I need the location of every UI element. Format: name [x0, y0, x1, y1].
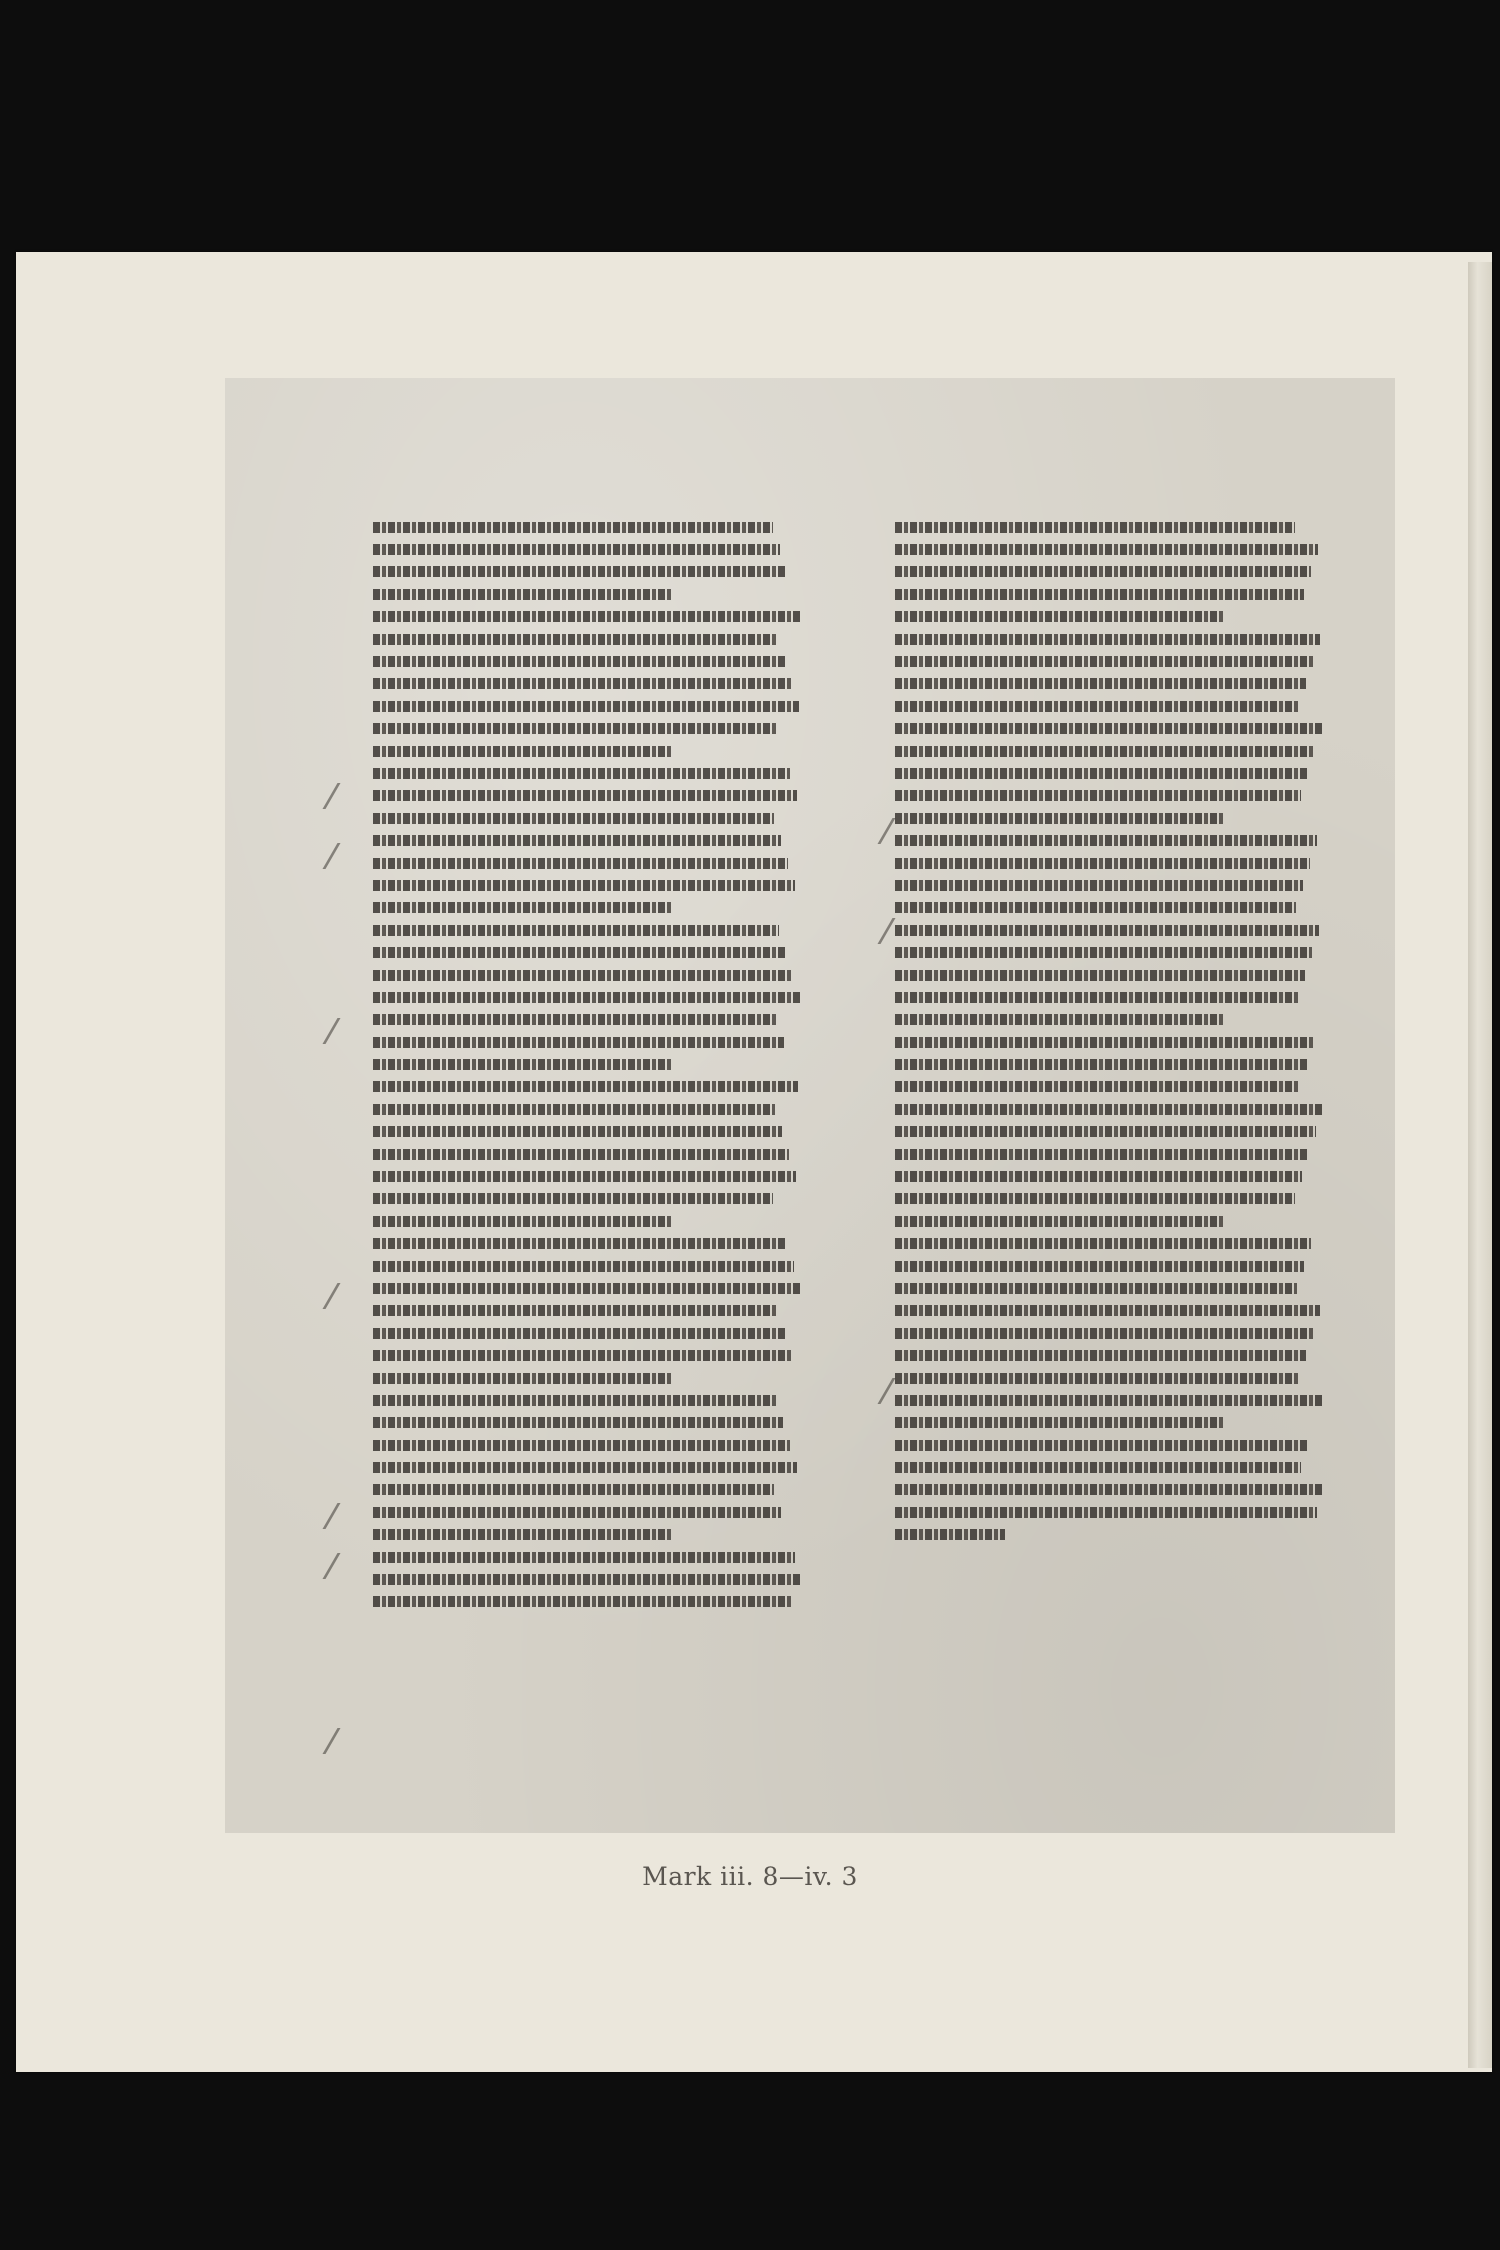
- manuscript-line: [373, 1143, 823, 1165]
- manuscript-line: [895, 1188, 1345, 1210]
- manuscript-line: [373, 1165, 823, 1187]
- manuscript-line: [895, 1412, 1345, 1434]
- manuscript-line: [373, 1053, 823, 1075]
- manuscript-line: [895, 740, 1345, 762]
- manuscript-line: [373, 1255, 823, 1277]
- manuscript-line: [373, 807, 823, 829]
- manuscript-line: [373, 829, 823, 851]
- manuscript-line: [895, 762, 1345, 784]
- manuscript-line: [895, 1456, 1345, 1478]
- manuscript-line: [895, 874, 1345, 896]
- manuscript-line: [373, 583, 823, 605]
- manuscript-line: [895, 695, 1345, 717]
- manuscript-line: [373, 606, 823, 628]
- manuscript-line: [895, 1143, 1345, 1165]
- page-edge: [1468, 262, 1492, 2068]
- manuscript-line: [373, 941, 823, 963]
- manuscript-line: [895, 1121, 1345, 1143]
- manuscript-line: [895, 829, 1345, 851]
- manuscript-line: [895, 673, 1345, 695]
- manuscript-line: [373, 852, 823, 874]
- manuscript-column-left: [373, 516, 823, 1613]
- manuscript-line: [373, 740, 823, 762]
- manuscript-line: [895, 1210, 1345, 1232]
- manuscript-line: [373, 1121, 823, 1143]
- manuscript-line: [373, 1456, 823, 1478]
- manuscript-line: [895, 1389, 1345, 1411]
- margin-note-mark: [322, 1553, 358, 1579]
- manuscript-line: [895, 986, 1345, 1008]
- manuscript-line: [895, 1300, 1345, 1322]
- manuscript-line: [373, 650, 823, 672]
- manuscript-line: [895, 1255, 1345, 1277]
- manuscript-plate: [225, 378, 1395, 1833]
- manuscript-line: [895, 538, 1345, 560]
- manuscript-line: [895, 941, 1345, 963]
- manuscript-line: [373, 1434, 823, 1456]
- manuscript-line: [895, 628, 1345, 650]
- manuscript-line: [373, 1098, 823, 1120]
- manuscript-line: [895, 1277, 1345, 1299]
- manuscript-line: [895, 1501, 1345, 1523]
- margin-note-mark: [322, 1728, 358, 1754]
- manuscript-line: [895, 1098, 1345, 1120]
- manuscript-line: [373, 762, 823, 784]
- manuscript-line: [373, 1322, 823, 1344]
- manuscript-line: [895, 1367, 1345, 1389]
- manuscript-line: [895, 1479, 1345, 1501]
- manuscript-line: [895, 785, 1345, 807]
- manuscript-line: [373, 718, 823, 740]
- manuscript-line: [895, 1009, 1345, 1031]
- manuscript-line: [895, 1434, 1345, 1456]
- manuscript-line: [373, 1389, 823, 1411]
- manuscript-line: [373, 1188, 823, 1210]
- manuscript-line: [373, 1412, 823, 1434]
- manuscript-line: [373, 964, 823, 986]
- manuscript-line: [373, 1300, 823, 1322]
- manuscript-line: [373, 695, 823, 717]
- manuscript-line: [895, 516, 1345, 538]
- manuscript-line: [373, 1367, 823, 1389]
- manuscript-line: [373, 1344, 823, 1366]
- margin-note-mark: [322, 843, 358, 869]
- manuscript-line: [373, 897, 823, 919]
- manuscript-line: [373, 538, 823, 560]
- manuscript-line: [373, 1479, 823, 1501]
- margin-note-mark: [322, 1503, 358, 1529]
- margin-note-mark: [322, 1018, 358, 1044]
- manuscript-line: [373, 1076, 823, 1098]
- manuscript-line: [373, 1210, 823, 1232]
- manuscript-line: [895, 897, 1345, 919]
- manuscript-line: [895, 583, 1345, 605]
- margin-note-mark: [322, 783, 358, 809]
- manuscript-line: [895, 964, 1345, 986]
- plate-caption: Mark iii. 8—iv. 3: [642, 1862, 858, 1891]
- left-margin-notes: [330, 378, 370, 1833]
- manuscript-line: [895, 852, 1345, 874]
- manuscript-line: [373, 516, 823, 538]
- manuscript-line: [373, 628, 823, 650]
- manuscript-line: [373, 986, 823, 1008]
- manuscript-line: [373, 1524, 823, 1546]
- manuscript-line: [895, 807, 1345, 829]
- manuscript-line: [373, 874, 823, 896]
- manuscript-line: [895, 1233, 1345, 1255]
- manuscript-line: [895, 1524, 1345, 1546]
- manuscript-line: [895, 606, 1345, 628]
- margin-note-mark: [322, 1283, 358, 1309]
- manuscript-line: [895, 1344, 1345, 1366]
- manuscript-line: [895, 718, 1345, 740]
- manuscript-line: [895, 1053, 1345, 1075]
- manuscript-line: [373, 1591, 823, 1613]
- manuscript-column-right: [895, 516, 1345, 1546]
- manuscript-line: [895, 1076, 1345, 1098]
- manuscript-line: [895, 650, 1345, 672]
- manuscript-line: [895, 919, 1345, 941]
- manuscript-line: [373, 919, 823, 941]
- manuscript-line: [373, 1233, 823, 1255]
- manuscript-line: [373, 1546, 823, 1568]
- manuscript-line: [895, 1322, 1345, 1344]
- manuscript-line: [895, 561, 1345, 583]
- manuscript-line: [373, 1277, 823, 1299]
- manuscript-line: [373, 673, 823, 695]
- manuscript-line: [895, 1165, 1345, 1187]
- manuscript-line: [373, 785, 823, 807]
- manuscript-line: [373, 1009, 823, 1031]
- manuscript-line: [895, 1031, 1345, 1053]
- manuscript-line: [373, 1568, 823, 1590]
- manuscript-line: [373, 561, 823, 583]
- manuscript-line: [373, 1501, 823, 1523]
- manuscript-line: [373, 1031, 823, 1053]
